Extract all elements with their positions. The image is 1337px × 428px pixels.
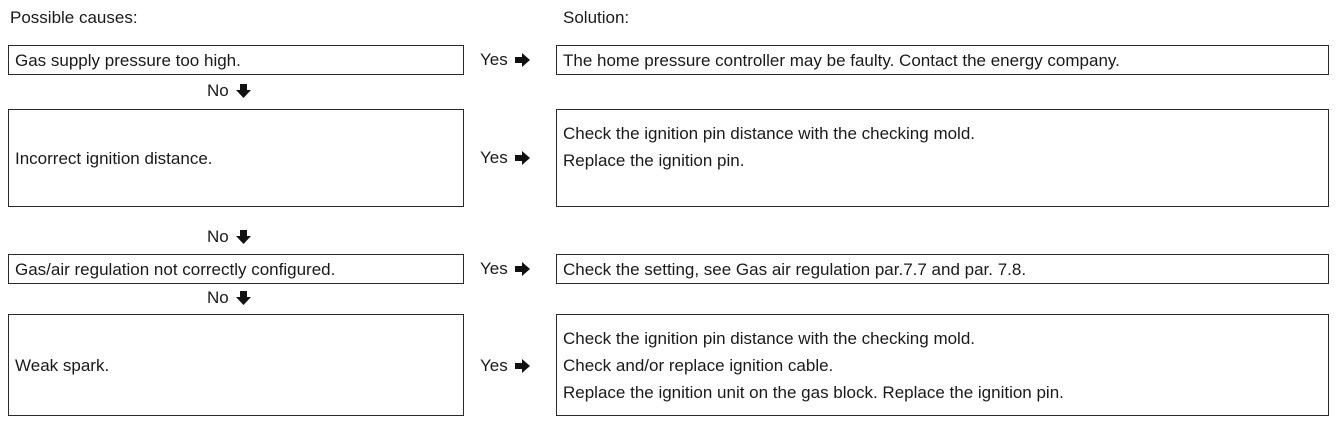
right-arrow-icon xyxy=(515,151,530,165)
yes-label: Yes xyxy=(480,148,508,167)
solution-box xyxy=(556,314,1329,416)
yes-label: Yes xyxy=(480,50,508,69)
down-arrow-icon xyxy=(236,84,251,98)
down-arrow-icon xyxy=(236,291,251,305)
solution-line: Check the ignition pin distance with the checking mold. xyxy=(563,328,976,348)
solution-line: Check the ignition pin distance with the checking mold. xyxy=(563,124,976,143)
cause-text: Gas supply pressure too high. xyxy=(15,50,241,70)
cause-text: Incorrect ignition distance. xyxy=(15,148,213,168)
down-arrow-icon xyxy=(236,230,251,244)
yes-connector xyxy=(480,144,552,172)
solution-box xyxy=(556,254,1329,284)
yes-label: Yes xyxy=(480,356,508,375)
cause-text: Weak spark. xyxy=(15,355,110,375)
cause-box xyxy=(8,45,464,75)
yes-connector xyxy=(480,46,552,74)
solution-header: Solution: xyxy=(563,8,630,27)
yes-connector xyxy=(480,352,552,380)
solution-line: Replace the ignition unit on the gas block. Replace the ignition pin. xyxy=(563,382,1064,402)
yes-label: Yes xyxy=(480,259,508,278)
no-connector xyxy=(207,225,251,249)
solution-line: Check and/or replace ignition cable. xyxy=(563,355,834,375)
solution-line: Replace the ignition pin. xyxy=(563,151,745,170)
no-label: No xyxy=(207,227,229,246)
no-label: No xyxy=(207,288,229,307)
yes-connector xyxy=(480,255,552,283)
solution-line: Check the setting, see Gas air regulation par.7.7 and par. 7.8. xyxy=(563,259,1027,279)
solution-line: The home pressure controller may be faulty. Contact the energy company. xyxy=(563,50,1120,70)
right-arrow-icon xyxy=(515,262,530,276)
causes-header: Possible causes: xyxy=(10,8,138,27)
solution-box xyxy=(556,45,1329,75)
solution-box xyxy=(556,109,1329,207)
cause-box xyxy=(8,109,464,207)
right-arrow-icon xyxy=(515,53,530,67)
no-label: No xyxy=(207,81,229,100)
cause-box xyxy=(8,314,464,416)
right-arrow-icon xyxy=(515,359,530,373)
cause-box xyxy=(8,254,464,284)
no-connector xyxy=(207,286,251,310)
cause-text: Gas/air regulation not correctly configured. xyxy=(15,259,336,279)
no-connector xyxy=(207,79,251,103)
